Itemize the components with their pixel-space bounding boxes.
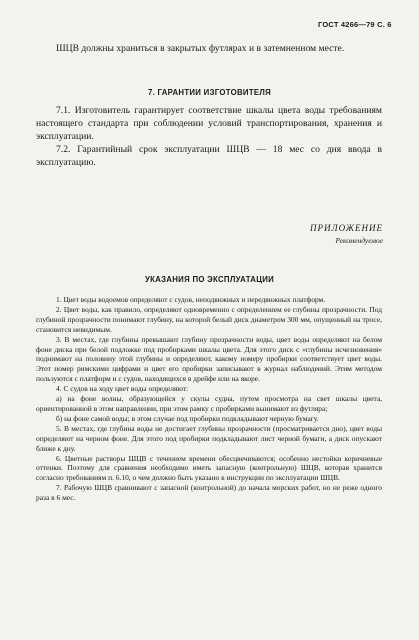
- section-7-heading: 7. ГАРАНТИИ ИЗГОТОВИТЕЛЯ: [147, 88, 272, 97]
- instruction-item: 3. В местах, где глубины превышают глубину прозрачности воды, цвет воды определяют на белом фоне диска при белой подложке под пробирками шкалы цвета. Для этого диск с «глубины исчезновения» поднимают на половину этой глубины и определяют, какому номеру пробирки соответствует цвет воды. Этот номер римскими цифрами и цвет его пробирки записывают в журнал наблюдений. Этим методом пользуются с платформ и с судов, находящихся в дрейфе или на якоре.: [36, 334, 382, 384]
- instruction-item: 5. В местах, где глубина воды не достигает глубины прозрачности (просматривается дно), цвет воды определяют на черном фоне. Для этого под пробирки подкладывают лист черной бумаги, а диск опускают ближе к дну.: [36, 423, 382, 453]
- appendix-subtitle: Рекомендуемое: [335, 236, 383, 245]
- instruction-item: 6. Цветные растворы ШЦВ с течением времени обесцвечиваются; особенно нестойки коричневые оттенки. Поэтому для сравнения необходимо иметь запасную (контрольную) ШЦВ, которая хранится согласно требованиям п. 6.10, о чем должно быть указано в инструкции по эксплуатации ШЦВ.: [36, 453, 382, 483]
- instructions-heading: УКАЗАНИЯ ПО ЭКСПЛУАТАЦИИ: [144, 275, 274, 284]
- storage-paragraph-block: [36, 42, 382, 55]
- standard-header: ГОСТ 4266—79 С. 6: [318, 20, 392, 29]
- instruction-item: 2. Цвет воды, как правило, определяют одновременно с определением ее глубины прозрачности. Под глубиной прозрачности понимают глубину, на которой белый диск диаметром 300 мм, опущенный на тросе, становится невидимым.: [36, 304, 382, 334]
- section-7-paragraph-2: 7.2. Гарантийный срок эксплуатации ШЦВ — 18 мес со дня ввода в эксплуатацию.: [36, 144, 382, 168]
- section-7-body: [36, 104, 382, 169]
- instruction-item: 4. С судов на ходу цвет воды определяют:: [56, 384, 189, 394]
- appendix-title: ПРИЛОЖЕНИЕ: [310, 223, 383, 233]
- instruction-item: 1. Цвет воды водоемов определяют с судов, неподвижных и передвижных платформ.: [56, 295, 326, 304]
- instruction-item: б) на фоне самой воды; в этом случае под пробирки подкладывают черную бумагу.: [56, 413, 319, 423]
- instruction-item: 7. Рабочую ШЦВ сравнивают с запасной (контрольной) до начала морских работ, но не реже одного раза в 6 мес.: [36, 483, 382, 503]
- section-7-paragraph-1: 7.1. Изготовитель гарантирует соответствие шкалы цвета воды требованиям настоящего стандарта при соблюдении условий транспортирования, хранения и эксплуатации.: [36, 105, 382, 142]
- instructions-body: [36, 295, 382, 503]
- appendix-label: [310, 223, 383, 245]
- instruction-item: а) на фоне волны, образующейся у скулы судна, путем просмотра на свет шкалы цвета, ориентированной в этом направлении, при этом рамку с пробирками вынимают из футляра;: [36, 394, 382, 413]
- storage-paragraph: ШЦВ должны храниться в закрытых футлярах и в затемненном месте.: [56, 43, 345, 54]
